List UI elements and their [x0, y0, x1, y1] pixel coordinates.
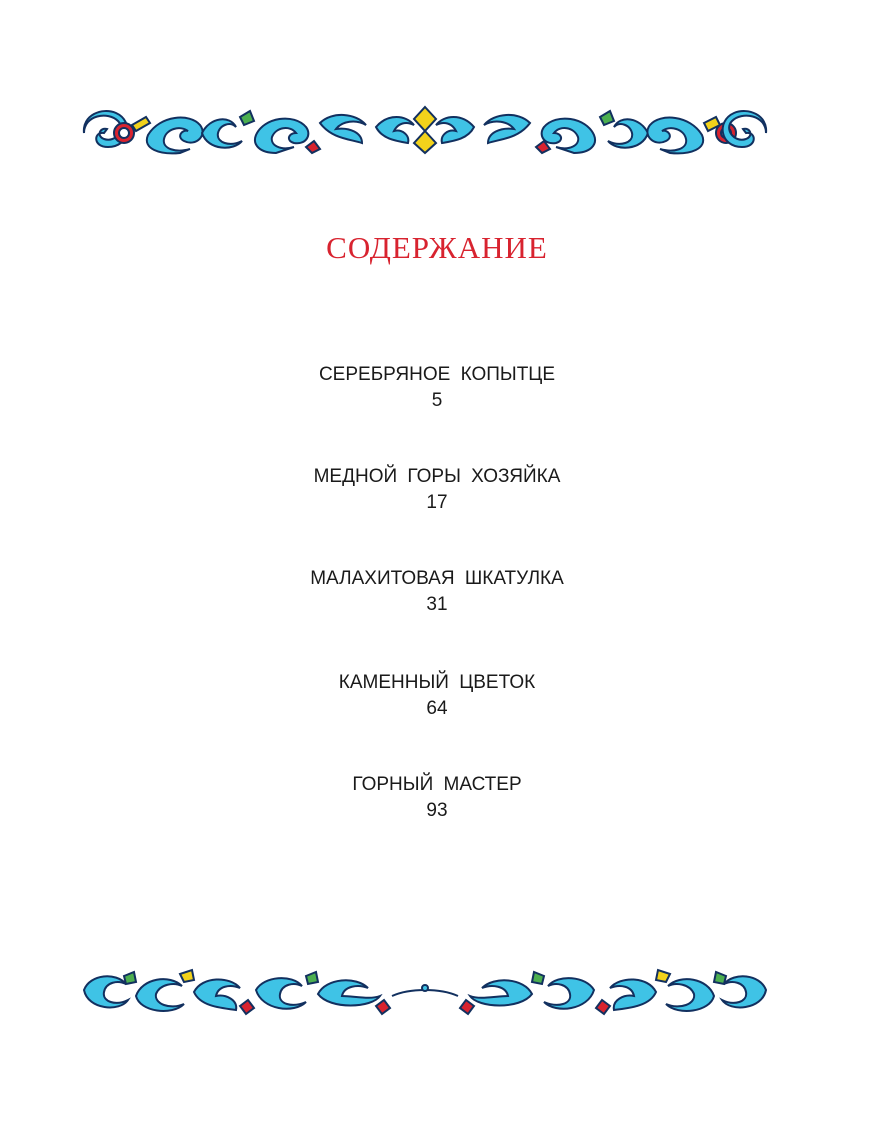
- toc-entry[interactable]: [0, 772, 874, 824]
- bottom-ornament-border-icon: [80, 966, 770, 1016]
- toc-entry-page: 64: [426, 698, 448, 719]
- page-title: СОДЕРЖАНИЕ: [326, 230, 548, 265]
- toc-entry[interactable]: [0, 362, 874, 414]
- toc-entry[interactable]: [0, 464, 874, 516]
- toc-entry-page: 31: [426, 594, 448, 615]
- toc-entry[interactable]: [0, 670, 874, 722]
- toc-entry-title: ГОРНЫЙ МАСТЕР: [352, 774, 522, 795]
- toc-entry-title: МАЛАХИТОВАЯ ШКАТУЛКА: [310, 568, 564, 589]
- toc-entry-page: 93: [426, 800, 448, 821]
- toc-entry-title: СЕРЕБРЯНОЕ КОПЫТЦЕ: [318, 364, 556, 385]
- toc-entry-title: МЕДНОЙ ГОРЫ ХОЗЯЙКА: [313, 466, 561, 487]
- toc-entry-page: 17: [426, 492, 448, 513]
- toc-entry-title: КАМЕННЫЙ ЦВЕТОК: [338, 672, 536, 693]
- toc-entry[interactable]: [0, 566, 874, 618]
- toc-entry-page: 5: [431, 390, 443, 411]
- top-ornament-border-icon: [80, 103, 770, 155]
